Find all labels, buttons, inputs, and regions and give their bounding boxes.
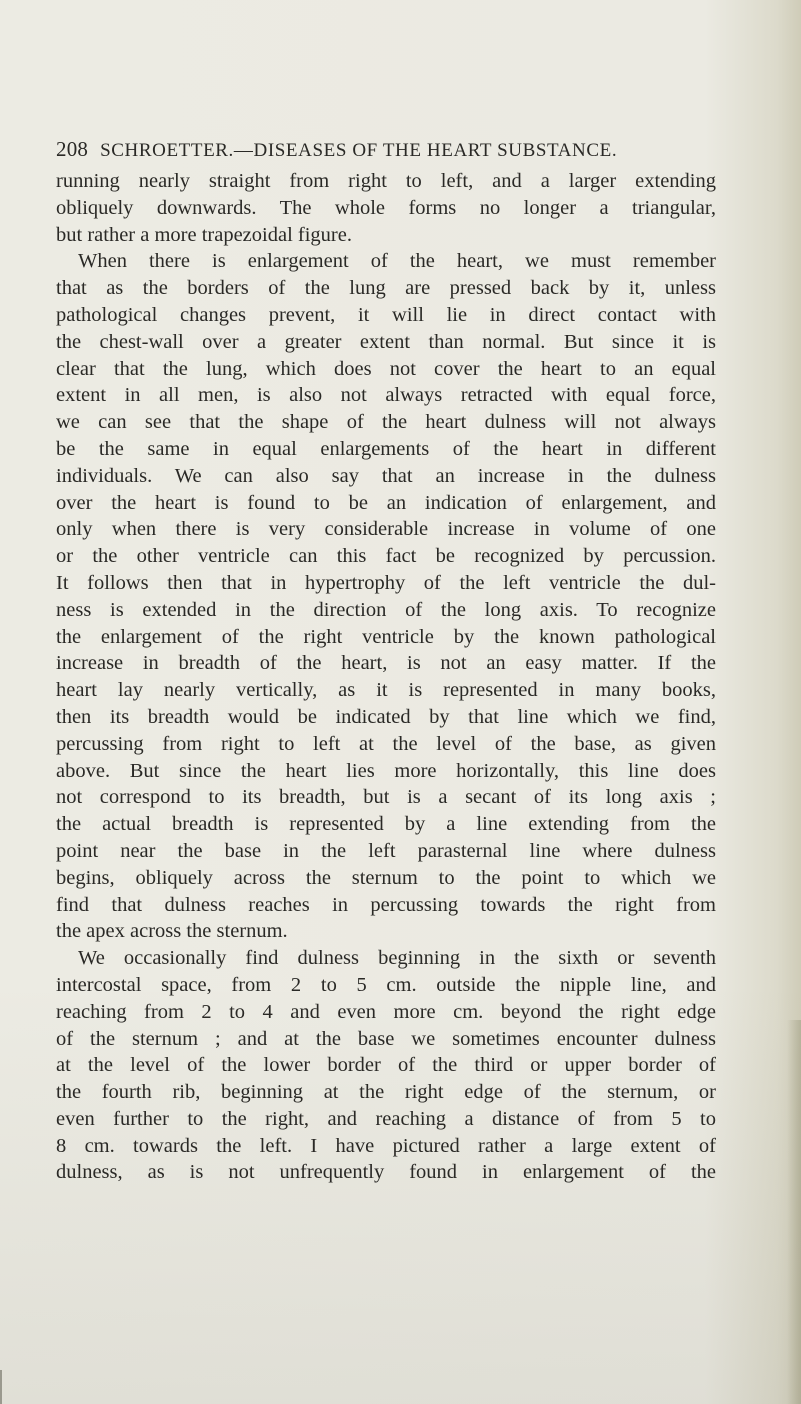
- text-line: When there is enlargement of the heart, we must remember: [78, 250, 716, 273]
- text-line: we can see that the shape of the heart dulness will not always: [56, 411, 716, 434]
- text-line: clear that the lung, which does not cover the heart to an equal: [56, 357, 716, 380]
- text-line: of the sternum ; and at the base we sometimes encounter dulness: [56, 1027, 716, 1050]
- text-line: extent in all men, is also not always retracted with equal force,: [56, 384, 716, 407]
- page-edge-shadow: [787, 1020, 801, 1404]
- body-text: [56, 168, 716, 1186]
- text-line: running nearly straight from right to left, and a larger extending: [56, 170, 716, 192]
- text-line: above. But since the heart lies more horizontally, this line does: [56, 759, 716, 782]
- text-line: the chest-wall over a greater extent than normal. But since it is: [56, 330, 716, 353]
- text-line: find that dulness reaches in percussing towards the right from: [56, 893, 716, 916]
- text-line: then its breadth would be indicated by that line which we find,: [56, 705, 716, 728]
- page-number: 208: [56, 137, 89, 161]
- text-line: that as the borders of the lung are pressed back by it, unless: [56, 277, 716, 300]
- text-line: only when there is very considerable increase in volume of one: [56, 518, 716, 541]
- text-line: at the level of the lower border of the third or upper border of: [56, 1054, 716, 1077]
- text-line: be the same in equal enlargements of the heart in different: [56, 437, 716, 460]
- text-line: pathological changes prevent, it will lie in direct contact with: [56, 303, 716, 326]
- text-line: the enlargement of the right ventricle by the known pathological: [56, 625, 716, 648]
- text-line: dulness, as is not unfrequently found in enlargement of the: [56, 1161, 716, 1184]
- text-line: intercostal space, from 2 to 5 cm. outside the nipple line, and: [56, 973, 716, 996]
- text-line: even further to the right, and reaching a distance of from 5 to: [56, 1107, 716, 1130]
- text-line: the actual breadth is represented by a line extending from the: [56, 813, 716, 836]
- text-line: heart lay nearly vertically, as it is represented in many books,: [56, 679, 716, 702]
- scan-corner-mark: [0, 1370, 10, 1404]
- text-line: ness is extended in the direction of the long axis. To recognize: [56, 598, 716, 621]
- text-line: It follows then that in hypertrophy of the left ventricle the dul-: [56, 571, 716, 594]
- text-line: point near the base in the left parasternal line where dulness: [56, 839, 716, 862]
- text-line: increase in breadth of the heart, is not an easy matter. If the: [56, 652, 716, 675]
- text-line: reaching from 2 to 4 and even more cm. beyond the right edge: [56, 1000, 716, 1023]
- text-line: the fourth rib, beginning at the right edge of the sternum, or: [56, 1081, 716, 1104]
- text-line: begins, obliquely across the sternum to the point to which we: [56, 866, 716, 889]
- text-line: the apex across the sternum.: [56, 920, 288, 943]
- text-line: 8 cm. towards the left. I have pictured rather a large extent of: [56, 1134, 716, 1157]
- text-line: but rather a more trapezoidal figure.: [56, 223, 352, 246]
- text-line: over the heart is found to be an indication of enlargement, and: [56, 491, 716, 514]
- text-line: percussing from right to left at the level of the base, as given: [56, 732, 716, 755]
- text-line: We occasionally find dulness beginning in the sixth or seventh: [78, 947, 716, 970]
- running-head: [56, 137, 617, 162]
- text-line: not correspond to its breadth, but is a secant of its long axis ;: [56, 786, 716, 809]
- running-head-title: SCHROETTER.—DISEASES OF THE HEART SUBSTANCE.: [100, 140, 618, 161]
- text-line: or the other ventricle can this fact be recognized by percussion.: [56, 545, 716, 568]
- text-line: individuals. We can also say that an increase in the dulness: [56, 464, 716, 487]
- text-line: obliquely downwards. The whole forms no longer a triangular,: [56, 196, 716, 219]
